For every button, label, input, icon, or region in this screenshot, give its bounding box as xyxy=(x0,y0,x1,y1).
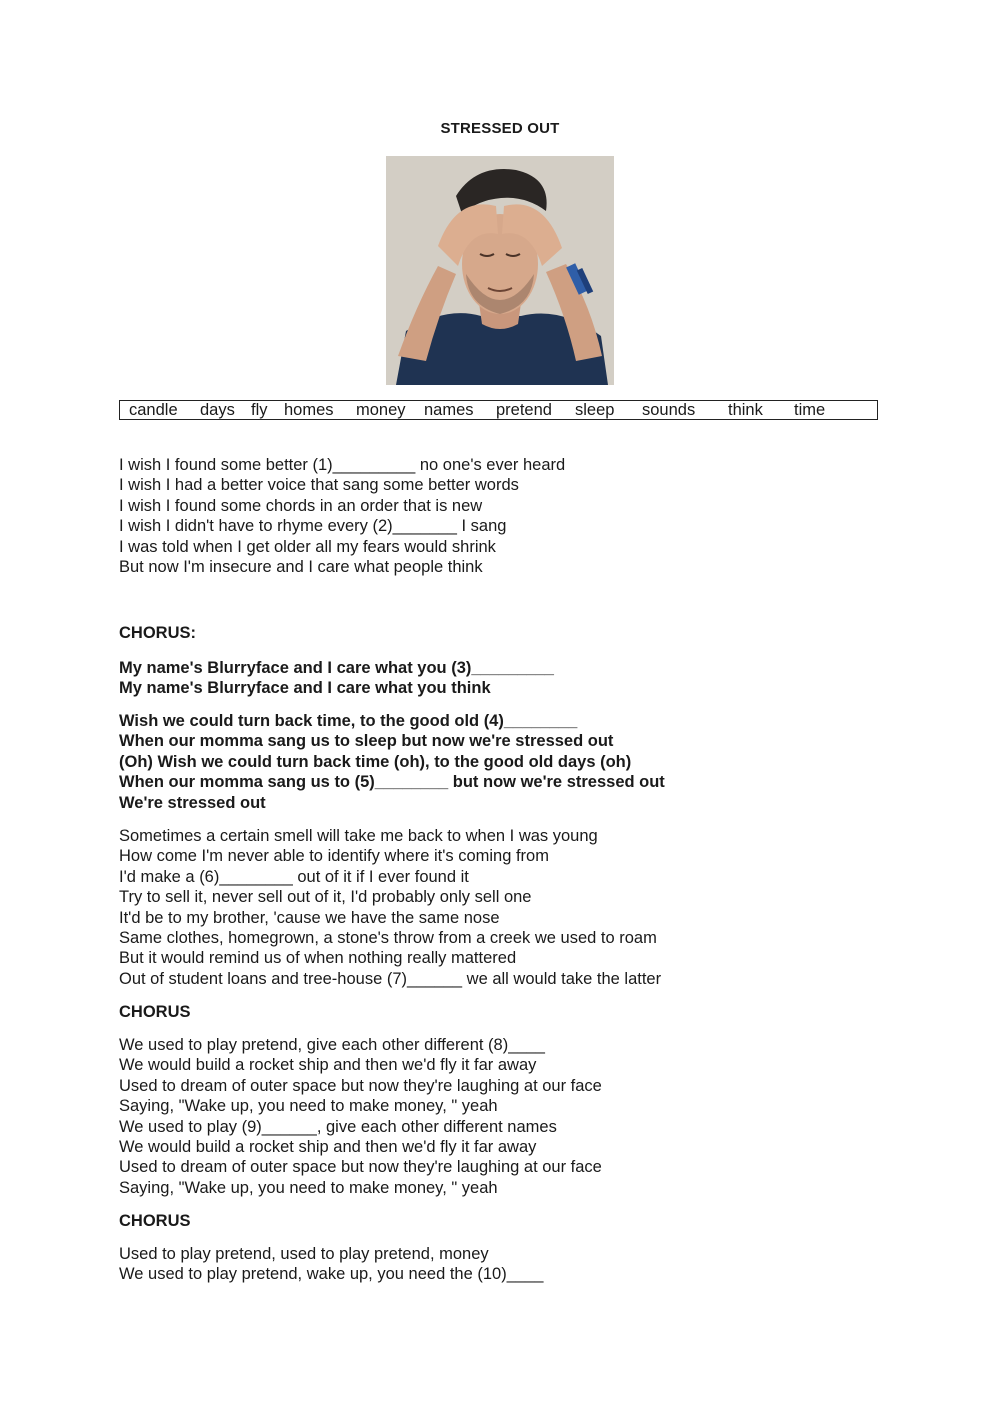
word-bank-item: names xyxy=(424,401,474,419)
chorus-label: CHORUS xyxy=(119,1003,191,1021)
lyric-line: I wish I didn't have to rhyme every (2)_______ I sang xyxy=(119,517,507,536)
lyric-line: Used to dream of outer space but now they're laughing at our face xyxy=(119,1076,602,1095)
lyric-line: But now I'm insecure and I care what people think xyxy=(119,558,483,577)
lyric-line: I wish I found some chords in an order that is new xyxy=(119,496,483,515)
word-bank-item: think xyxy=(728,401,763,419)
chorus-part-a xyxy=(119,658,879,699)
lyric-line: Out of student loans and tree-house (7)______ we all would take the latter xyxy=(119,969,662,988)
lyric-line: I'd make a (6)________ out of it if I ever found it xyxy=(119,867,469,886)
word-bank-item: sounds xyxy=(642,401,696,419)
word-bank xyxy=(119,400,878,420)
lyric-line: Wish we could turn back time, to the good old (4)________ xyxy=(119,712,578,730)
lyric-line: Same clothes, homegrown, a stone's throw from a creek we used to roam xyxy=(119,929,657,948)
word-bank-item: days xyxy=(200,401,235,419)
lyric-line: We used to play pretend, give each other different (8)____ xyxy=(119,1036,545,1054)
lyric-line: Saying, "Wake up, you need to make money, " yeah xyxy=(119,1178,498,1197)
worksheet-title: STRESSED OUT xyxy=(440,120,560,137)
word-bank-item: sleep xyxy=(575,401,615,419)
word-bank-item: money xyxy=(356,401,406,419)
lyric-line: How come I'm never able to identify where it's coming from xyxy=(119,847,549,866)
lyric-line: Used to play pretend, used to play pretend, money xyxy=(119,1245,489,1263)
verse-1 xyxy=(119,455,879,577)
lyric-line: Saying, "Wake up, you need to make money, " yeah xyxy=(119,1097,498,1116)
chorus-part-b xyxy=(119,711,879,813)
lyric-line: We used to play (9)______, give each other different names xyxy=(119,1117,557,1136)
lyric-line: We used to play pretend, wake up, you need the (10)____ xyxy=(119,1265,544,1284)
verse-2 xyxy=(119,826,879,989)
word-bank-item: fly xyxy=(251,401,268,419)
verse-3 xyxy=(119,1035,879,1198)
word-bank-item: homes xyxy=(284,401,334,419)
lyric-line: I was told when I get older all my fears would shrink xyxy=(119,537,496,556)
lyric-line: We would build a rocket ship and then we'd fly it far away xyxy=(119,1138,537,1157)
lyric-line: Used to dream of outer space but now they're laughing at our face xyxy=(119,1158,602,1177)
lyric-line: We would build a rocket ship and then we'd fly it far away xyxy=(119,1056,537,1075)
word-bank-item: pretend xyxy=(496,401,552,419)
lyric-line: It'd be to my brother, 'cause we have the same nose xyxy=(119,908,500,927)
lyric-line: When our momma sang us to (5)________ but now we're stressed out xyxy=(119,773,665,792)
lyric-line: I wish I found some better (1)_________ no one's ever heard xyxy=(119,456,566,474)
man-holding-head-icon xyxy=(386,156,614,385)
lyric-line: My name's Blurryface and I care what you think xyxy=(119,679,491,698)
chorus-label: CHORUS xyxy=(119,1212,191,1230)
lyric-line: When our momma sang us to sleep but now we're stressed out xyxy=(119,732,614,751)
lyric-line: Try to sell it, never sell out of it, I'd probably only sell one xyxy=(119,888,532,907)
chorus-label: CHORUS: xyxy=(119,624,196,642)
word-bank-item: time xyxy=(794,401,826,419)
lyric-line: I wish I had a better voice that sang some better words xyxy=(119,476,519,495)
lyric-line: Sometimes a certain smell will take me back to when I was young xyxy=(119,827,598,845)
outro xyxy=(119,1244,879,1285)
word-bank-item: candle xyxy=(129,401,178,419)
lyric-line: My name's Blurryface and I care what you (3)_________ xyxy=(119,659,554,677)
lyric-line: But it would remind us of when nothing really mattered xyxy=(119,949,517,968)
lyric-line: (Oh) Wish we could turn back time (oh), to the good old days (oh) xyxy=(119,752,632,771)
lyric-line: We're stressed out xyxy=(119,793,266,812)
